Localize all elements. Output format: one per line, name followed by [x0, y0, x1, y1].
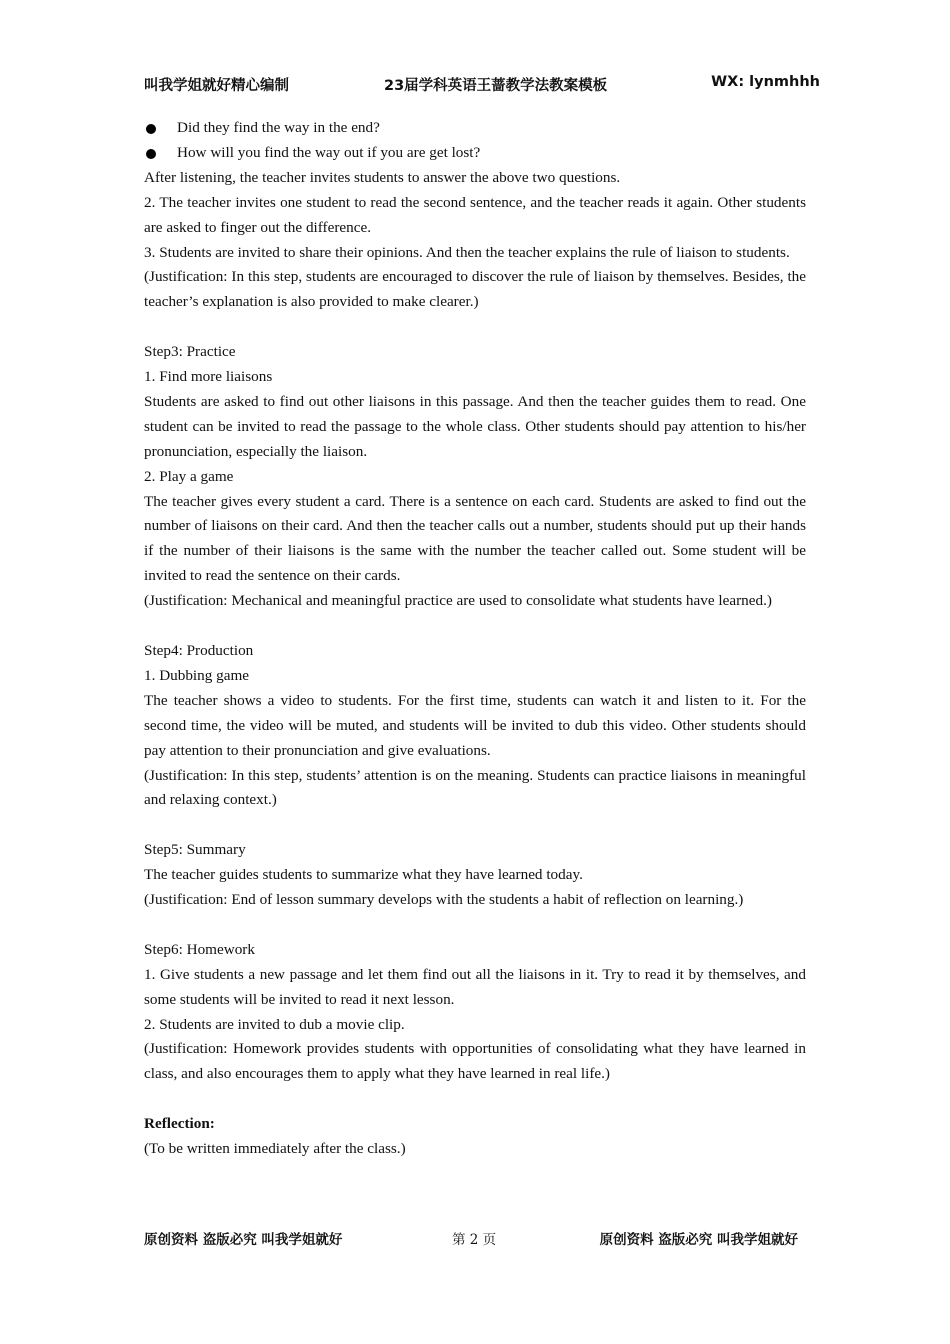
spacer: [144, 913, 806, 938]
reflection-text: (To be written immediately after the class.): [144, 1140, 406, 1158]
header-left-text: 叫我学姐就好精心编制: [144, 78, 289, 94]
reflection-title: Reflection:: [144, 1115, 215, 1133]
spacer: [144, 1087, 806, 1112]
paragraph: The teacher shows a video to students. For the first time, students can watch it and listen to it. For the second time, the video will be muted, and students will be invited to dub this video. Other students should pay attention to their pronunciation and give evaluations.: [144, 691, 806, 759]
step4-subheading-1: 1. Dubbing game: [144, 666, 250, 684]
justification: (Justification: In this step, students’ attention is on the meaning. Students can practice liaisons in meaningful and relaxing context.): [144, 766, 806, 809]
justification: (Justification: In this step, students are encouraged to discover the rule of liaison by themselves. Besides, the teacher’s explanation is also provided to make clearer.): [144, 268, 806, 311]
footer-left-text: 原创资料 盗版必究 叫我学姐就好: [144, 1232, 343, 1248]
justification: (Justification: Homework provides students with opportunities of consolidating what they have learned in class, and also encourages them to apply what they have learned in real life.): [144, 1040, 806, 1083]
bullet-text: How will you find the way out if you are get lost?: [177, 143, 481, 161]
footer-right-text: 原创资料 盗版必究 叫我学姐就好: [599, 1232, 798, 1248]
header-wx-contact: WX: lynmhhh: [711, 74, 820, 90]
page-body: [144, 116, 806, 1162]
page-number: 第 2 页: [452, 1232, 497, 1248]
step5-title: Step5: Summary: [144, 841, 246, 859]
page-header: [144, 74, 820, 96]
step3-subheading-2: 2. Play a game: [144, 467, 234, 485]
bullet-item: [144, 141, 806, 166]
header-title: 23届学科英语王蔷教学法教案模板: [384, 78, 608, 94]
step4-title: Step4: Production: [144, 642, 254, 659]
step3-subheading-1: 1. Find more liaisons: [144, 368, 273, 386]
step6-title: Step6: Homework: [144, 940, 255, 958]
paragraph: Students are asked to find out other liaisons in this passage. And then the teacher guides them to read. One student can be invited to read the passage to the whole class. Other students should pay attention to his/her pronunciation, especially the liaison.: [144, 392, 806, 460]
bullet-dot-icon: [146, 149, 156, 159]
paragraph: 2. Students are invited to dub a movie clip.: [144, 1015, 405, 1033]
paragraph: 3. Students are invited to share their opinions. And then the teacher explains the rule of liaison to students.: [144, 243, 790, 261]
spacer: [144, 614, 806, 639]
paragraph: The teacher guides students to summarize what they have learned today.: [144, 866, 583, 884]
paragraph: The teacher gives every student a card. There is a sentence on each card. Students are asked to find out the number of liaisons on their card. And then the teacher calls out a number, students should put up their hands if the number of their liaisons is the same with the number the teacher called out. Some student will be invited to read the sentence on their cards.: [144, 492, 806, 585]
paragraph: 2. The teacher invites one student to read the second sentence, and the teacher reads it again. Other students are asked to finger out the difference.: [144, 193, 806, 236]
justification: (Justification: End of lesson summary develops with the students a habit of reflection on learning.): [144, 891, 744, 909]
paragraph: 1. Give students a new passage and let them find out all the liaisons in it. Try to read it by themselves, and some students will be invited to read it next lesson.: [144, 965, 806, 1008]
bullet-text: Did they find the way in the end?: [177, 119, 380, 136]
spacer: [144, 315, 806, 340]
bullet-item: [144, 116, 806, 141]
bullet-dot-icon: [146, 124, 156, 134]
paragraph: After listening, the teacher invites students to answer the above two questions.: [144, 168, 621, 186]
page-footer: [144, 1228, 806, 1250]
spacer: [144, 813, 806, 838]
justification: (Justification: Mechanical and meaningful practice are used to consolidate what students have learned.): [144, 592, 772, 610]
step3-title: Step3: Practice: [144, 343, 236, 361]
